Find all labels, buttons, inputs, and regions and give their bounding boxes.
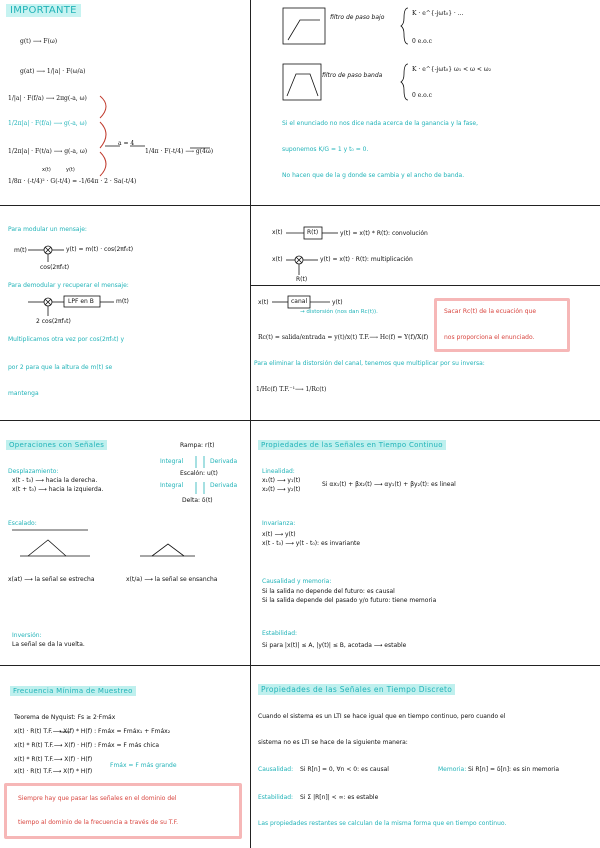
op-text: x(at) ⟶ la señal se estrecha bbox=[8, 576, 95, 583]
signal-label: y(t) = x(t) * R(t): convolución bbox=[340, 230, 428, 237]
lpf-label: LPF en B bbox=[68, 298, 94, 305]
chain-label: Delta: δ(t) bbox=[182, 497, 213, 504]
chain-label: Derivada bbox=[210, 482, 238, 489]
prop-title: Linealidad: bbox=[262, 468, 295, 475]
signal-label: x(t) bbox=[272, 229, 283, 236]
chain-label: Rampa: r(t) bbox=[180, 442, 215, 449]
panel-title: Frecuencia Mínima de Muestreo bbox=[10, 686, 136, 696]
prop-title: Causalidad y memoria: bbox=[262, 578, 332, 585]
chain-label: Escalón: u(t) bbox=[180, 470, 218, 477]
formula-line: 1/4π · F(-t/4) ⟶ g(4ω) bbox=[145, 148, 214, 155]
bracket-icon bbox=[401, 8, 408, 100]
prop-text: Si R[n] = δ[n]: es sin memoria bbox=[468, 766, 560, 773]
formula-note: x(t) bbox=[42, 167, 51, 173]
modulator-diagram bbox=[28, 246, 114, 316]
rule-line: x(t) · R(t) T.F.⟶ X(f) * H(f) : Fmáx = Fmáx₁ + Fmáx₂ bbox=[14, 728, 171, 735]
block-label: canal bbox=[291, 298, 308, 305]
bandpass-sketch bbox=[283, 64, 321, 100]
td-text: Las propiedades restantes se calculan de la misma forma que en tiempo continuo. bbox=[258, 820, 507, 827]
op-text: x(t - t₀) ⟶ hacia la derecha. bbox=[12, 477, 98, 484]
prop-title: Estabilidad: bbox=[262, 630, 298, 637]
signal-label: y(t) = m(t) · cos(2πf₀t) bbox=[66, 246, 134, 253]
filter-label: filtro de paso bajo bbox=[330, 14, 385, 21]
panel-title: Propiedades de las Señales en Tiempo Discreto bbox=[258, 684, 455, 695]
prop-text: Si R[n] = 0, ∀n < 0: es causal bbox=[300, 766, 389, 773]
section-text: Para modular un mensaje: bbox=[8, 226, 87, 233]
signal-label: m(t) bbox=[116, 298, 129, 305]
signal-label: y(t) = x(t) · R(t): multiplicación bbox=[320, 256, 413, 263]
prop-title: Causalidad: bbox=[258, 766, 294, 773]
formula-line: 1/2π|a| · F(f/a) ⟶ g(-a, ω) bbox=[8, 120, 87, 127]
arrow-icon bbox=[100, 96, 106, 118]
alert-text: tiempo al dominio de la frecuencia a través de su T.F. bbox=[18, 819, 179, 826]
prop-title: Invarianza: bbox=[262, 520, 296, 527]
formula-line: 1/Hc(f) T.F.⁻¹⟶ 1/Rc(t) bbox=[256, 386, 327, 393]
panel-title: IMPORTANTE bbox=[6, 4, 81, 17]
formula-line: g(at) ⟶ 1/|a| · F(ω/a) bbox=[20, 68, 86, 75]
prop-text: Si para |x(t)| ≤ A, |y(t)| ≤ B, acotada ⟶ estable bbox=[262, 642, 407, 649]
note-text: Si el enunciado no nos dice nada acerca de la ganancia y la fase, bbox=[282, 120, 478, 127]
signal-label: 2 cos(2πf₀t) bbox=[36, 318, 71, 325]
chain-arrows bbox=[196, 456, 204, 494]
panel-title: Operaciones con Señales bbox=[6, 440, 107, 450]
op-text: x(t + t₀) ⟶ hacia la izquierda. bbox=[12, 486, 104, 493]
prop-text: Si Σ |R[n]| < ∞: es estable bbox=[300, 794, 379, 801]
note-text: suponemos K/G = 1 y t₀ = 0. bbox=[282, 146, 369, 153]
op-title: Desplazamiento: bbox=[8, 468, 59, 475]
section-text: Multiplicamos otra vez por cos(2πf₀t) y bbox=[8, 336, 125, 343]
prop-text: Si la salida no depende del futuro: es causal bbox=[262, 588, 395, 595]
chain-label: Integral bbox=[160, 458, 184, 465]
filter-case: 0 e.o.c bbox=[412, 92, 432, 99]
prop-text: x₂(t) ⟶ y₂(t) bbox=[262, 486, 301, 493]
rule-line: x(t) * R(t) T.F.⟶ X(f) · H(f) bbox=[14, 756, 93, 763]
rule-line: x(t) * R(t) T.F.⟶ X(f) · H(f) : Fmáx = F más chica bbox=[14, 742, 160, 749]
panel-title: Propiedades de las Señales en Tiempo Continuo bbox=[258, 440, 446, 450]
note-text: Para eliminar la distorsión del canal, tenemos que multiplicar por su inversa: bbox=[254, 360, 485, 367]
signal-label: y(t) bbox=[332, 299, 343, 306]
formula-line: 1/8π · (-t/4)² · G(-t/4) = -1/64π · 2 · Sa(-t/4) bbox=[8, 178, 137, 185]
formula-line: Rc(t) = salida/entrada = y(t)/x(t) T.F.⟶ Hc(f) = Y(f)/X(f) bbox=[258, 334, 429, 341]
prop-text: x(t) ⟶ y(t) bbox=[262, 531, 296, 538]
prop-text: Si la salida depende del pasado y/o futuro: tiene memoria bbox=[262, 597, 437, 604]
arrow-icon bbox=[100, 152, 106, 176]
note-text: No hacen que de la g donde se cambia y el ancho de banda. bbox=[282, 172, 465, 179]
block-label: R(t) bbox=[307, 229, 319, 236]
op-title: Inversión: bbox=[12, 632, 42, 639]
formula-note: y(t) bbox=[66, 167, 75, 173]
alert-text: Sacar Rc(t) de la ecuación que bbox=[444, 308, 537, 315]
prop-title: Estabilidad: bbox=[258, 794, 294, 801]
rule-note: Fmáx = F más grande bbox=[110, 762, 177, 769]
scaling-sketch bbox=[12, 530, 195, 556]
op-text: La señal se da la vuelta. bbox=[12, 641, 85, 648]
section-text: Para demodular y recuperar el mensaje: bbox=[8, 282, 129, 289]
formula-line: g(t) ⟶ F(ω) bbox=[20, 38, 58, 45]
signal-label: m(t) bbox=[14, 247, 27, 254]
note-text: → distorsión (nos dan Rc(t)). bbox=[300, 309, 378, 315]
filter-case: K · e^{-jωt₀} · ... bbox=[412, 10, 464, 17]
prop-text: x(t - t₀) ⟶ y(t - t₀): es invariante bbox=[262, 540, 361, 547]
system-diagram bbox=[286, 227, 338, 275]
filter-case: K · e^{-jωt₀} ω₁ < ω < ω₂ bbox=[412, 66, 492, 73]
op-text: x(t/a) ⟶ la señal se ensancha bbox=[126, 576, 218, 583]
nyquist-text: Teorema de Nyquist: Fs ≥ 2·Fmáx bbox=[14, 714, 116, 721]
section-text: mantenga bbox=[8, 390, 39, 397]
prop-text: x₁(t) ⟶ y₁(t) bbox=[262, 477, 301, 484]
signal-label: x(t) bbox=[272, 256, 283, 263]
formula-note: a = 4 bbox=[118, 140, 135, 147]
alert-text: Siempre hay que pasar las señales en el dominio del bbox=[18, 795, 177, 802]
lowpass-sketch bbox=[283, 8, 325, 44]
signal-label: x(t) bbox=[258, 299, 269, 306]
signal-label: cos(2πf₀t) bbox=[40, 264, 70, 271]
chain-label: Integral bbox=[160, 482, 184, 489]
alert-text: nos proporciona el enunciado. bbox=[444, 334, 535, 341]
filter-label: filtro de paso banda bbox=[322, 72, 383, 79]
rule-line: x(t) · R(t) T.F.⟶ X(f) * H(f) bbox=[14, 768, 93, 775]
td-text: Cuando el sistema es un LTI se hace igual que en tiempo continuo, pero cuando el bbox=[258, 713, 506, 720]
chain-label: Derivada bbox=[210, 458, 238, 465]
prop-title: Memoria: bbox=[438, 766, 467, 773]
channel-diagram bbox=[272, 296, 330, 308]
section-text: por 2 para que la altura de m(t) se bbox=[8, 364, 113, 371]
arrow-icon bbox=[100, 122, 106, 148]
signal-label: R(t) bbox=[296, 276, 308, 283]
td-text: sistema no es LTI se hace de la siguiente manera: bbox=[258, 739, 408, 746]
formula-line: 1/2π|a| · F(t/a) ⟶ g(-a, ω) bbox=[8, 148, 88, 155]
op-title: Escalado: bbox=[8, 520, 37, 527]
filter-case: 0 e.o.c bbox=[412, 38, 432, 45]
formula-line: 1/|a| · F(f/a) ⟶ 2πg(-a, ω) bbox=[8, 95, 87, 102]
prop-text: Si αx₁(t) + βx₂(t) ⟶ αy₁(t) + βy₂(t): es lineal bbox=[322, 481, 456, 488]
